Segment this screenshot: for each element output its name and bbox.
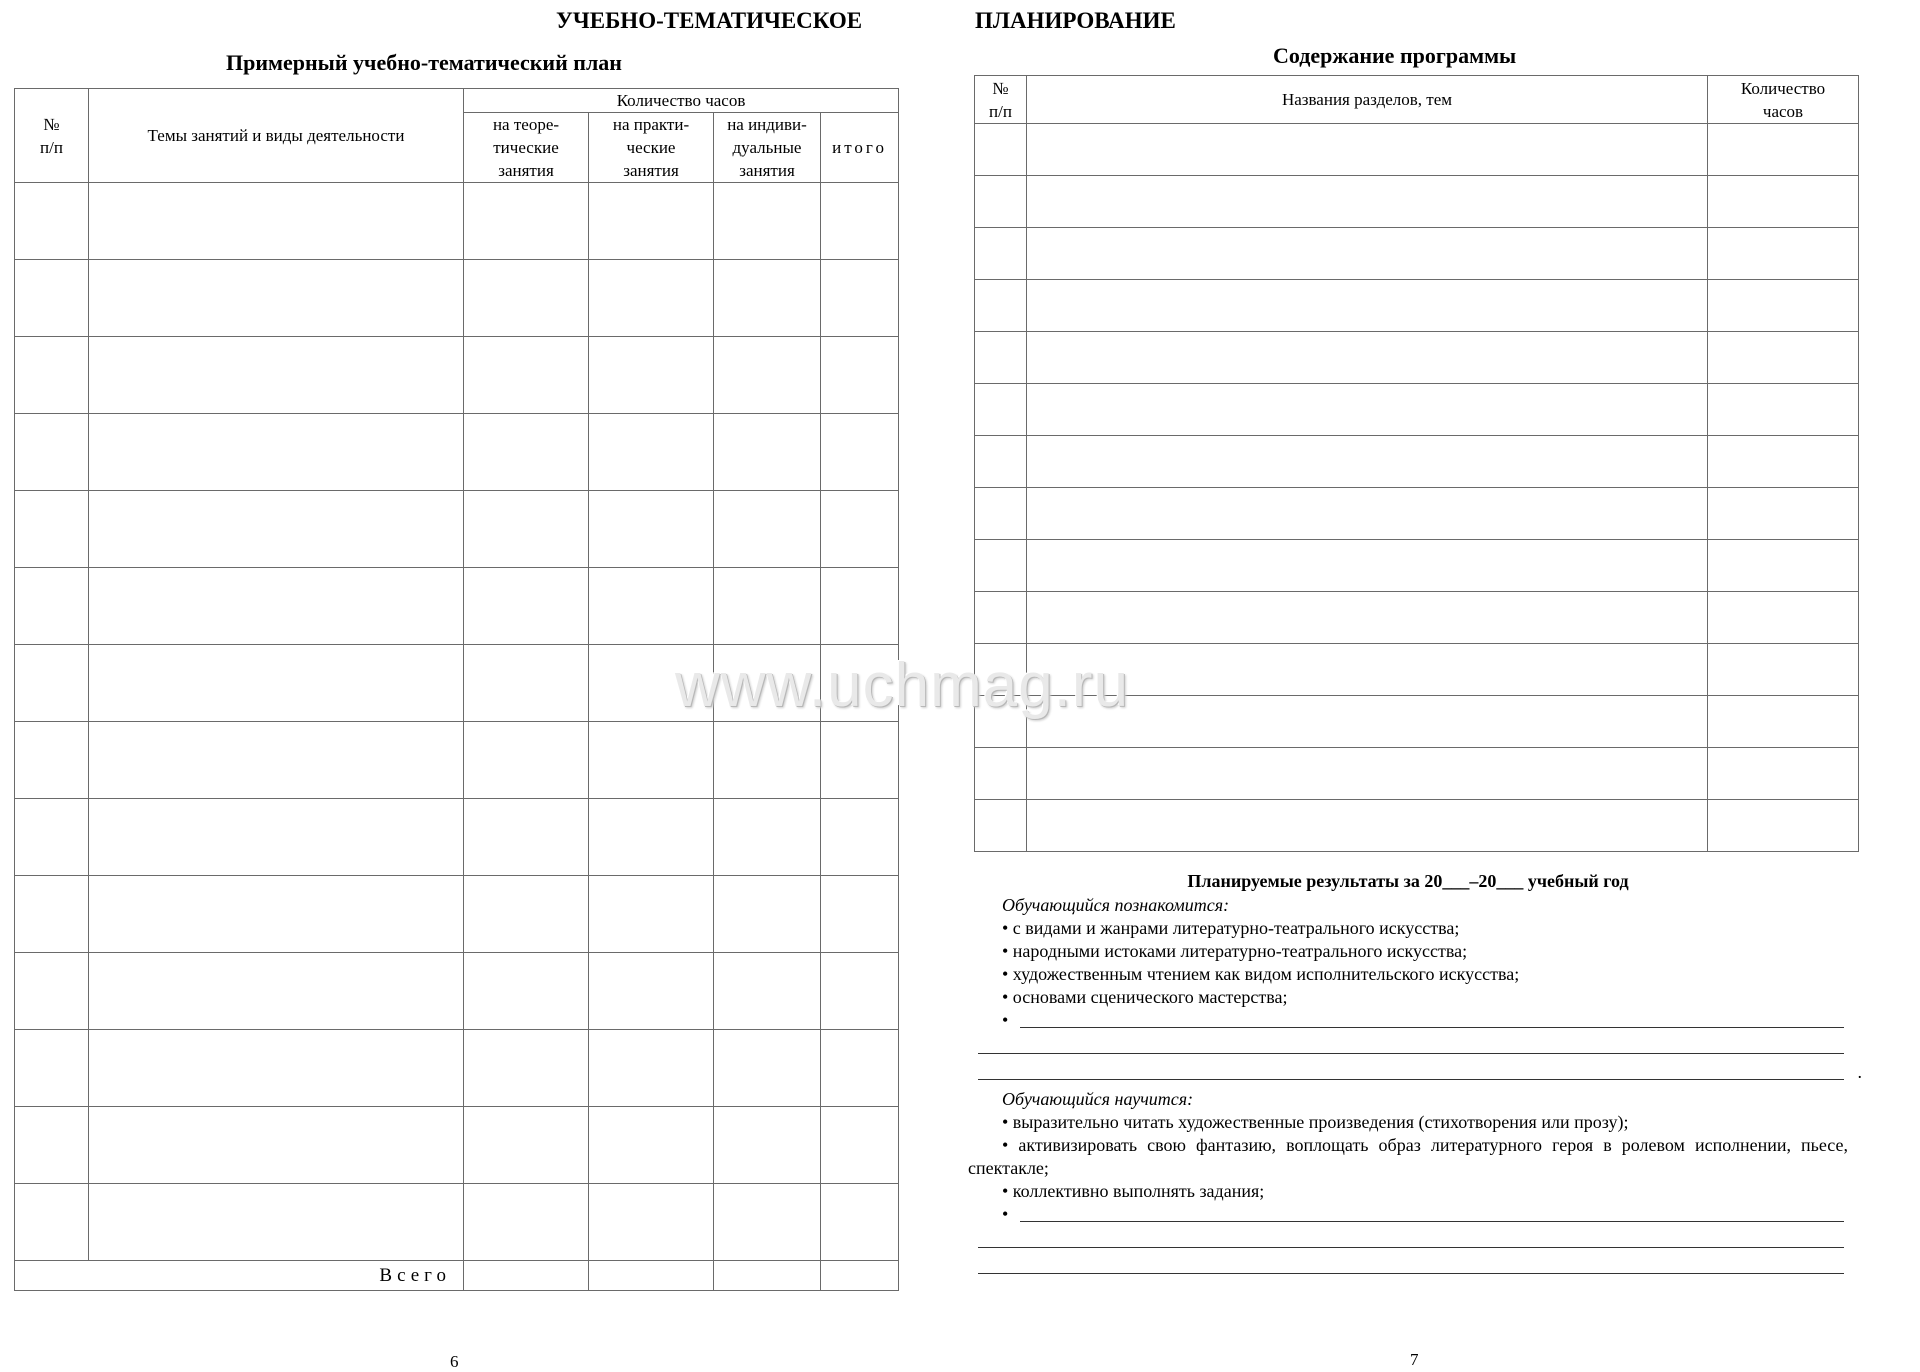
blank-bullet-line xyxy=(968,1203,1848,1226)
blank-line xyxy=(968,1058,1862,1084)
table-cell xyxy=(821,1184,899,1261)
familiar-item: • художественным чтением как видом исполнительского искусства; xyxy=(1002,964,1520,984)
table-cell xyxy=(1027,488,1708,540)
table-cell xyxy=(821,645,899,722)
fill-in-line xyxy=(978,1247,1844,1248)
table-row xyxy=(975,748,1859,800)
table-cell xyxy=(714,1184,821,1261)
table-cell xyxy=(89,1184,464,1261)
table-cell xyxy=(589,183,714,260)
table-row xyxy=(975,332,1859,384)
table-cell xyxy=(821,568,899,645)
table-cell xyxy=(15,183,89,260)
table-cell xyxy=(464,876,589,953)
table-cell xyxy=(589,1030,714,1107)
table-cell xyxy=(1027,280,1708,332)
table-cell xyxy=(1027,228,1708,280)
table-cell xyxy=(15,1107,89,1184)
hours-group-header: Количество часов xyxy=(464,89,899,113)
table-cell xyxy=(975,592,1027,644)
table-cell xyxy=(714,183,821,260)
table-cell xyxy=(464,1261,589,1291)
bullet-glyph: • xyxy=(1002,1010,1009,1030)
table-row xyxy=(975,644,1859,696)
table-row xyxy=(15,1107,899,1184)
table-cell xyxy=(89,876,464,953)
table-cell xyxy=(1027,696,1708,748)
right-page-number: 7 xyxy=(1410,1350,1419,1369)
col-practice-header: на практи- ческие занятия xyxy=(589,113,714,183)
blank-line xyxy=(968,1252,1848,1278)
table-cell xyxy=(1708,332,1859,384)
table-cell xyxy=(975,332,1027,384)
table-row xyxy=(975,488,1859,540)
blank-line xyxy=(968,1226,1848,1252)
table-cell xyxy=(89,414,464,491)
table-cell xyxy=(589,876,714,953)
table-row xyxy=(15,183,899,260)
table-cell xyxy=(1708,696,1859,748)
table-cell xyxy=(975,176,1027,228)
right-page-subtitle: Содержание программы xyxy=(1273,43,1517,68)
table-cell xyxy=(15,1030,89,1107)
table-cell xyxy=(975,540,1027,592)
table-cell xyxy=(464,568,589,645)
table-cell xyxy=(821,1261,899,1291)
table-cell xyxy=(1027,332,1708,384)
col-individual-header: на индиви- дуальные занятия xyxy=(714,113,821,183)
table-cell xyxy=(464,337,589,414)
learn-item: • активизировать свою фантазию, воплощать образ литературного героя в ролевом исполнении, пьесе, спектакле; xyxy=(968,1135,1848,1178)
table-cell xyxy=(1027,748,1708,800)
table-cell xyxy=(589,337,714,414)
table-row xyxy=(975,280,1859,332)
table-cell xyxy=(89,722,464,799)
table-cell xyxy=(714,953,821,1030)
table-cell xyxy=(89,491,464,568)
table-cell xyxy=(821,337,899,414)
table-cell xyxy=(714,722,821,799)
table-cell xyxy=(1708,228,1859,280)
bullet-glyph: • xyxy=(1002,1204,1009,1224)
table-cell xyxy=(821,260,899,337)
table-cell xyxy=(15,260,89,337)
table-cell xyxy=(1708,800,1859,852)
table-cell xyxy=(821,953,899,1030)
table-cell xyxy=(714,876,821,953)
table-cell xyxy=(821,183,899,260)
table-cell xyxy=(975,800,1027,852)
table-cell xyxy=(975,124,1027,176)
table-cell xyxy=(821,1030,899,1107)
table-cell xyxy=(89,337,464,414)
table-cell xyxy=(821,799,899,876)
table-cell xyxy=(714,337,821,414)
learn-item: • коллективно выполнять задания; xyxy=(1002,1181,1265,1201)
table-cell xyxy=(89,260,464,337)
fill-in-line xyxy=(1020,1027,1844,1028)
table-cell xyxy=(589,260,714,337)
table-cell xyxy=(589,1107,714,1184)
table-cell xyxy=(464,491,589,568)
table-cell xyxy=(464,414,589,491)
table-cell xyxy=(975,280,1027,332)
study-plan-table xyxy=(14,88,899,1291)
table-cell xyxy=(714,645,821,722)
table-cell xyxy=(89,568,464,645)
col-number-header: № п/п xyxy=(975,76,1027,124)
table-row xyxy=(975,592,1859,644)
table-cell xyxy=(714,1261,821,1291)
table-cell xyxy=(464,799,589,876)
table-cell xyxy=(1708,176,1859,228)
table-cell xyxy=(15,645,89,722)
table-cell xyxy=(821,1107,899,1184)
planned-results xyxy=(968,870,1862,1278)
table-cell xyxy=(89,1107,464,1184)
table-cell xyxy=(589,568,714,645)
learn-heading: Обучающийся научится: xyxy=(1002,1089,1194,1109)
table-cell xyxy=(15,876,89,953)
table-cell xyxy=(1027,800,1708,852)
table-cell xyxy=(975,384,1027,436)
fill-in-line xyxy=(978,1273,1844,1274)
program-content-table xyxy=(974,75,1859,852)
table-cell xyxy=(1708,436,1859,488)
end-period: . xyxy=(1857,1062,1862,1082)
table-cell xyxy=(589,491,714,568)
table-cell xyxy=(589,722,714,799)
table-row xyxy=(975,384,1859,436)
familiar-heading: Обучающийся познакомится: xyxy=(1002,895,1230,915)
table-cell xyxy=(89,1030,464,1107)
table-cell xyxy=(89,799,464,876)
table-cell xyxy=(821,414,899,491)
table-row xyxy=(15,337,899,414)
table-cell xyxy=(464,1030,589,1107)
table-cell xyxy=(589,1261,714,1291)
table-cell xyxy=(589,414,714,491)
table-cell xyxy=(15,722,89,799)
table-row xyxy=(975,540,1859,592)
table-cell xyxy=(1708,748,1859,800)
table-cell xyxy=(15,491,89,568)
col-total-header: итого xyxy=(821,113,899,183)
table-cell xyxy=(464,1184,589,1261)
table-row xyxy=(15,876,899,953)
table-cell xyxy=(464,953,589,1030)
table-cell xyxy=(975,488,1027,540)
fill-in-line xyxy=(1020,1221,1844,1222)
table-row xyxy=(15,260,899,337)
blank-line xyxy=(968,1032,1848,1058)
blank-bullet-line xyxy=(968,1009,1848,1032)
learn-item: • выразительно читать художественные произведения (стихотворения или прозу); xyxy=(1002,1112,1629,1132)
col-hours-header: Количество часов xyxy=(1708,76,1859,124)
col-topics-header: Темы занятий и виды деятельности xyxy=(89,89,464,183)
table-cell xyxy=(821,876,899,953)
table-row xyxy=(15,491,899,568)
table-cell xyxy=(1708,540,1859,592)
table-row xyxy=(15,414,899,491)
table-cell xyxy=(821,491,899,568)
table-cell xyxy=(89,953,464,1030)
table-cell xyxy=(821,722,899,799)
col-sections-header: Названия разделов, тем xyxy=(1027,76,1708,124)
table-cell xyxy=(15,953,89,1030)
table-cell xyxy=(464,722,589,799)
table-cell xyxy=(1027,176,1708,228)
table-cell xyxy=(464,260,589,337)
results-title: Планируемые результаты за 20___–20___ учебный год xyxy=(1187,871,1629,891)
fill-in-line xyxy=(978,1079,1844,1080)
total-row xyxy=(15,1261,899,1291)
table-cell xyxy=(1708,592,1859,644)
table-cell xyxy=(1027,384,1708,436)
table-cell xyxy=(464,645,589,722)
left-page-subtitle: Примерный учебно-тематический план xyxy=(226,50,622,75)
table-cell xyxy=(714,491,821,568)
table-cell xyxy=(15,414,89,491)
table-cell xyxy=(1027,540,1708,592)
table-cell xyxy=(589,645,714,722)
table-cell xyxy=(714,568,821,645)
fill-in-line xyxy=(978,1053,1844,1054)
table-row xyxy=(15,568,899,645)
table-cell xyxy=(15,1184,89,1261)
table-cell xyxy=(1027,644,1708,696)
left-page-number: 6 xyxy=(450,1352,459,1371)
table-cell xyxy=(89,183,464,260)
table-cell xyxy=(589,953,714,1030)
table-row xyxy=(975,800,1859,852)
table-row xyxy=(975,436,1859,488)
table-cell xyxy=(15,337,89,414)
table-row xyxy=(15,722,899,799)
table-cell xyxy=(1708,280,1859,332)
familiar-item: • основами сценического мастерства; xyxy=(1002,987,1288,1007)
familiar-item: • народными истоками литературно-театрального искусства; xyxy=(1002,941,1468,961)
table-cell xyxy=(589,1184,714,1261)
table-row xyxy=(15,799,899,876)
left-page-header: УЧЕБНО-ТЕМАТИЧЕСКОЕ xyxy=(556,8,863,33)
table-row xyxy=(975,696,1859,748)
table-cell xyxy=(589,799,714,876)
table-cell xyxy=(1027,436,1708,488)
table-cell xyxy=(714,1107,821,1184)
table-cell xyxy=(464,1107,589,1184)
table-cell xyxy=(714,1030,821,1107)
table-cell xyxy=(89,645,464,722)
table-row xyxy=(975,176,1859,228)
table-cell xyxy=(975,748,1027,800)
table-row xyxy=(15,1184,899,1261)
total-label: Всего xyxy=(15,1261,464,1291)
col-number-header: № п/п xyxy=(15,89,89,183)
table-cell xyxy=(1708,644,1859,696)
table-row xyxy=(15,645,899,722)
familiar-item: • с видами и жанрами литературно-театрального искусства; xyxy=(1002,918,1460,938)
table-cell xyxy=(714,260,821,337)
table-row xyxy=(975,228,1859,280)
table-cell xyxy=(714,414,821,491)
table-row xyxy=(15,953,899,1030)
table-cell xyxy=(15,568,89,645)
table-cell xyxy=(464,183,589,260)
table-cell xyxy=(975,644,1027,696)
table-cell xyxy=(1708,384,1859,436)
table-cell xyxy=(15,799,89,876)
table-cell xyxy=(1027,124,1708,176)
table-row xyxy=(15,1030,899,1107)
table-cell xyxy=(1708,124,1859,176)
table-cell xyxy=(975,436,1027,488)
table-cell xyxy=(975,228,1027,280)
table-cell xyxy=(1027,592,1708,644)
table-cell xyxy=(1708,488,1859,540)
watermark: www.uchmag.ru xyxy=(675,651,1130,720)
table-cell xyxy=(975,696,1027,748)
right-page-header: ПЛАНИРОВАНИЕ xyxy=(975,8,1176,33)
table-cell xyxy=(714,799,821,876)
table-row xyxy=(975,124,1859,176)
col-theory-header: на теоре- тические занятия xyxy=(464,113,589,183)
